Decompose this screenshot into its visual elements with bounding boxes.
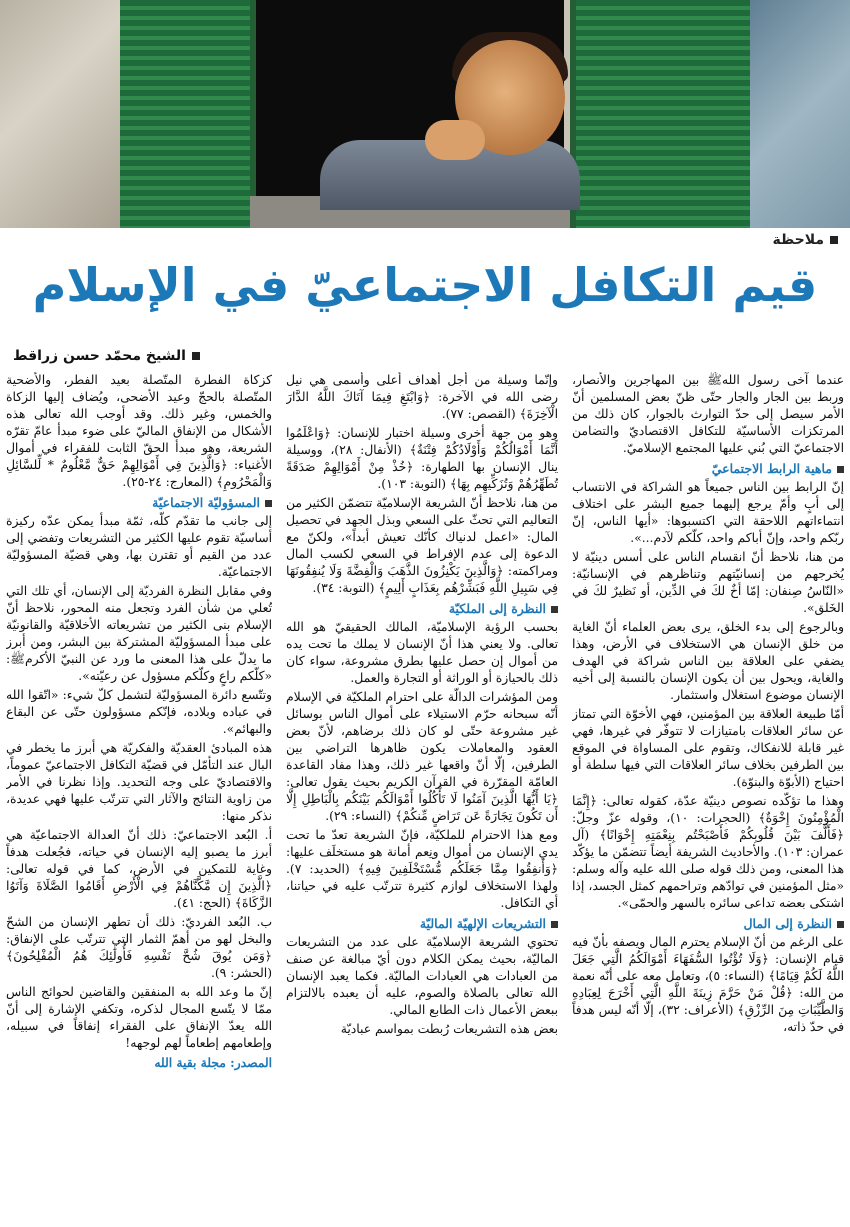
subheading: التشريعات الإلهيّة الماليّة [286,915,558,932]
paragraph: عندما آخى رسول اللهﷺ بين المهاجرين والأنصار، وربط بين الجار والجار حتّى ظنّ بعض المسلمين أنّ الأمر سيصل إلى حدّ التوارث بالجوار، كان ذلك من المرتكزات الأساسيّة للتكافل الاقتصاديّ والتضامن الاجتماعيّ التي بُني عليها المجتمع الإسلاميّ. [572,373,844,455]
subheading: النظرة إلى المال [572,915,844,932]
column-right [572,372,844,1222]
subheading: النظرة إلى الملكيّة [286,600,558,617]
paragraph: ب. البُعد الفرديّ: ذلك أن تطهر الإنسان من الشحّ والبخل لهو من أهمّ الثمار التي تترتّب على الإنفاق: ﴿وَمَن يُوقَ شُحَّ نَفْسِهِ فَأُولَٰئِكَ هُمُ الْمُفْلِحُونَ﴾ (الحشر: ٩). [6,915,272,980]
header-photo [0,0,850,228]
paragraph: وهو من جهة أخرى وسيلة اختبار للإنسان: ﴿وَاعْلَمُوا أَنَّمَا أَمْوَالُكُمْ وَأَوْلَادُكُمْ فِتْنَةٌ﴾ (الأنفال: ٢٨)، ووسيلة ينال الإنسان بها الطهارة: ﴿خُذْ مِنْ أَمْوَالِهِمْ صَدَقَةً تُطَهِّرُهُمْ وَتُزَكِّيهِم بِهَا﴾ (التوبة: ١٠٣). [286,426,558,491]
paragraph: من هنا، نلاحظ أنّ انقسام الناس على أسس دينيّة لا يُخرجهم من إنسانيّتهم وتناظرهم في الإنسانيّة: «النّاسُ صِنفان: إمّا أخٌ لكَ في الدِّين، أو نَظيرٌ لكَ في الخَلق». [572,550,844,615]
paragraph: وفي مقابل النظرة الفرديّة إلى الإنسان، أي تلك التي تُعلي من شأن الفرد وتجعل منه المحور، نلاحظ أنّ الإسلام بنى الكثير من تشريعاته الأخلاقيّة والقانونيّة على مبدأ المسؤوليّة المشتركة بين البشر، ومن أبرز ما يدلّ على هذا المعنى ما ورد عن النبيّ الأكرمﷺ: «كلّكم راعٍ وكلّكم مسؤول عن رعيّته». [6,584,272,683]
paragraph: هذه المبادئ العقديّة والفكريّة هي أبرز ما يخطر في البال عند التأمّل في قضيّة التكافل الاجتماعيّ عموماً، والاقتصاديّ على وجه التحديد. وإذا نظرنا في الأمر من زاوية النتائج والآثار التي تترتّب عليها فهي عديدة، نذكر منها: [6,741,272,823]
source-credit: المصدر: مجلة بقية الله [154,1055,272,1070]
paragraph: من هنا، نلاحظ أنّ الشريعة الإسلاميّة تتضمّن الكثير من التعاليم التي تحثّ على السعي وبذل الجهد في تحصيل المال: «اعمل لدنياك كأنّك تعيش أبداً»، ولكنّ مع الدعوة إلى عدم الإفراط في السعي لكسب المال ومراكمته: ﴿وَالَّذِينَ يَكْنِزُونَ الذَّهَبَ وَالْفِضَّةَ وَلَا يُنفِقُونَهَا فِي سَبِيلِ اللَّهِ فَبَشِّرْهُم بِعَذَابٍ أَلِيمٍ﴾ (التوبة: ٣٤). [286,496,558,595]
column-middle [286,372,558,1222]
subheading: ماهية الرابط الاجتماعيّ [572,460,844,477]
article-title: قيم التكافل الاجتماعيّ في الإسلام [32,258,818,312]
paragraph: كزكاة الفطرة المتّصلة بعيد الفطر، والأضحية المتّصلة بالحجّ وعيد الأضحى، ويُضاف إليها الزكاة والخمس، وغير ذلك. وقد أوجب الله تعالى هذه الأشكال من الإنفاق الماليّ على ضوء مبدأ عامّ تقرّه الشريعة، وهو مبدأ الحقّ الثابت للفقراء في أموال الأغنياء: ﴿وَالَّذِينَ فِي أَمْوَالِهِمْ حَقٌّ مَّعْلُومٌ * لِّلسَّائِلِ وَالْمَحْرُومِ﴾ (المعارج: ٢٤-٢٥). [6,373,272,489]
paragraph: بعض هذه التشريعات رُبطت بمواسم عباديّة [340,1022,558,1036]
paragraph: أمّا طبيعة العلاقة بين المؤمنين، فهي الأخوّة التي تمتاز عن سائر العلاقات بامتيازات لا تتوفّر في غيرها، فهي غير قابلة للانفكاك، وتقوم على المساواة في الموقع بين الطرفين بخلاف سائر العلاقات التي فيها سلطة أو احتياج (الأبوّة والبنوّة). [572,707,844,789]
paragraph: ومن المؤشرات الدالّة على احترام الملكيّة في الإسلام أنّه سبحانه حرّم الاستيلاء على أموال الناس بوسائل غير مشروعة حتّى لو كان ذلك برضاهم، لأنّ بعض العقود والمعاملات يكون ظاهرها التراضي بين الطرفين، إلّا أنّ واقعها غير ذلك، وهذا مفاد القاعدة العامّة المقرّرة في القرآن الكريم بحيث يقول تعالى: ﴿يَا أَيُّهَا الَّذِينَ آمَنُوا لَا تَأْكُلُوا أَمْوَالَكُم بَيْنَكُم بِالْبَاطِلِ إِلَّا أَن تَكُونَ تِجَارَةً عَن تَرَاضٍ مِّنكُمْ﴾ (النساء: ٢٩). [286,690,558,823]
author-byline: الشيخ محمّد حسن زراقط [13,348,200,364]
subheading: المسؤوليّة الاجتماعيّة [6,494,272,511]
paragraph: وهذا ما تؤكّده نصوص دينيّة عدّة، كقوله تعالى: ﴿إِنَّمَا الْمُؤْمِنُونَ إِخْوَةٌ﴾ (الحجرات: ١٠)، وقوله عزّ وجلّ: ﴿فَأَلَّفَ بَيْنَ قُلُوبِكُمْ فَأَصْبَحْتُم بِنِعْمَتِهِ إِخْوَانًا﴾ (آل عمران: ١٠٣). والأحاديث الشريفة أيضاً تتضمّن ما يؤكّد هذا المعنى، ومن ذلك قوله صلى الله عليه وآله وسلم: «مثل المؤمنين في توادّهم وتراحمهم كمثل الجسد، إذا اشتكى بعضه تداعى سائره بالسهر والحمّى». [572,794,844,910]
paragraph: وبالرجوع إلى بدء الخلق، يرى بعض العلماء أنّ الغاية من خلق الإنسان هي الاستخلاف في الأرض، وهذا يضفي على العلاقة بين الناس شراكة في الهدف والغاية، ويحول بين أن يكون الإنسان بالنسبة إلى أخيه الإنسان موضوع استغلال واستثمار. [572,620,844,702]
paragraph: وتتّسع دائرة المسؤوليّة لتشمل كلّ شيء: «اتّقوا الله في عباده وبلاده، فإنّكم مسؤولون حتّى عن البقاع والبهائم». [6,688,272,736]
paragraph: على الرغم من أنّ الإسلام يحترم المال ويصفه بأنّ فيه قيام الإنسان: ﴿وَلَا تُؤْتُوا السُّفَهَاءَ أَمْوَالَكُمُ الَّتِي جَعَلَ اللَّهُ لَكُمْ قِيَامًا﴾ (النساء: ٥)، وتعامل معه على أنّه نعمة من الله: ﴿قُلْ مَنْ حَرَّمَ زِينَةَ اللَّهِ الَّتِي أَخْرَجَ لِعِبَادِهِ وَالطَّيِّبَاتِ مِنَ الرِّزْقِ﴾ (الأعراف: ٣٢)، إلّا أنّه ليس هدفاً في حدّ ذاته، [572,935,844,1034]
paragraph: تحتوي الشريعة الإسلاميّة على عدد من التشريعات الماليّة، بحيث يمكن الكلام دون أيّ مبالغة عن صنف من العبادات هي العبادات الماليّة. فكما يعبد الإنسان الله تعالى بالصلاة والصوم، عليه أن يعبده بالالتزام ببعض الأعمال ذات الطابع المالي. [286,935,558,1017]
column-left [6,372,272,1222]
paragraph: أ. البُعد الاجتماعيّ: ذلك أنّ العدالة الاجتماعيّة هي أبرز ما يصبو إليه الإنسان في حياته، فجُعلت هدفاً وغاية للتمكين في الأرض، كما في قوله تعالى: ﴿الَّذِينَ إِن مَّكَّنَّاهُمْ فِي الْأَرْضِ أَقَامُوا الصَّلَاةَ وَآتَوُا الزَّكَاةَ﴾ (الحج: ٤١). [6,828,272,910]
paragraph: وإنّما وسيلة من أجل أهداف أعلى وأسمى هي نيل رضى الله في الآخرة: ﴿وَابْتَغِ فِيمَا آتَاكَ اللَّهُ الدَّارَ الْآخِرَةَ﴾ (القصص: ٧٧). [286,373,558,421]
paragraph: ومع هذا الاحترام للملكيّة، فإنّ الشريعة تعدّ ما تحت يدي الإنسان من أموال ونِعم أمانة هو مستخلَف عليها: ﴿وَأَنفِقُوا مِمَّا جَعَلَكُم مُّسْتَخْلَفِينَ فِيهِ﴾ (الحديد: ٧). ولهذا الاستخلاف لوازم كثيرة تترتّب عليه في حياتنا، أي التكافل. [286,828,558,910]
paragraph: بحسب الرؤية الإسلاميّة، المالك الحقيقيّ هو الله تعالى. ولا يعني هذا أنّ الإنسان لا يملك ما تحت يده من أموال إن حصل عليها بطرق مشروعة، سواء كان ذلك بالحيازة أو الوراثة أو التجارة والعمل. [286,620,558,685]
section-label: ملاحظة [772,232,838,248]
paragraph: إنّ ما وعد الله به المنفقين والقاضين لحوائج الناس ممّا لا يتّسع المجال لذكره، وتكفي الإشارة إلى أنّ الله يعدّ الإنفاق على الفقراء إنفاقاً في سبيله، وإطعامهم إطعاماً لهم لوجهه! [6,985,272,1050]
paragraph: إلى جانب ما تقدّم كلّه، ثمّة مبدأ يمكن عدّه ركيزة أساسيّة تقوم عليها الكثير من التشريعات وتفضي إلى عدد من القيم أو تقترن بها، وهي قضيّة المسؤوليّة الاجتماعيّة. [6,514,272,579]
paragraph: إنّ الرابط بين الناس جميعاً هو الشراكة في الانتساب إلى أبٍ وأمّ يرجع إليهما جميع البشر على اختلاف انتماءاتهم اللاحقة التي اكتسبوها: «أيها الناس، إنّ ربّكم واحد، وإنّ أباكم واحد، كلّكم لآدم...». [572,480,844,545]
